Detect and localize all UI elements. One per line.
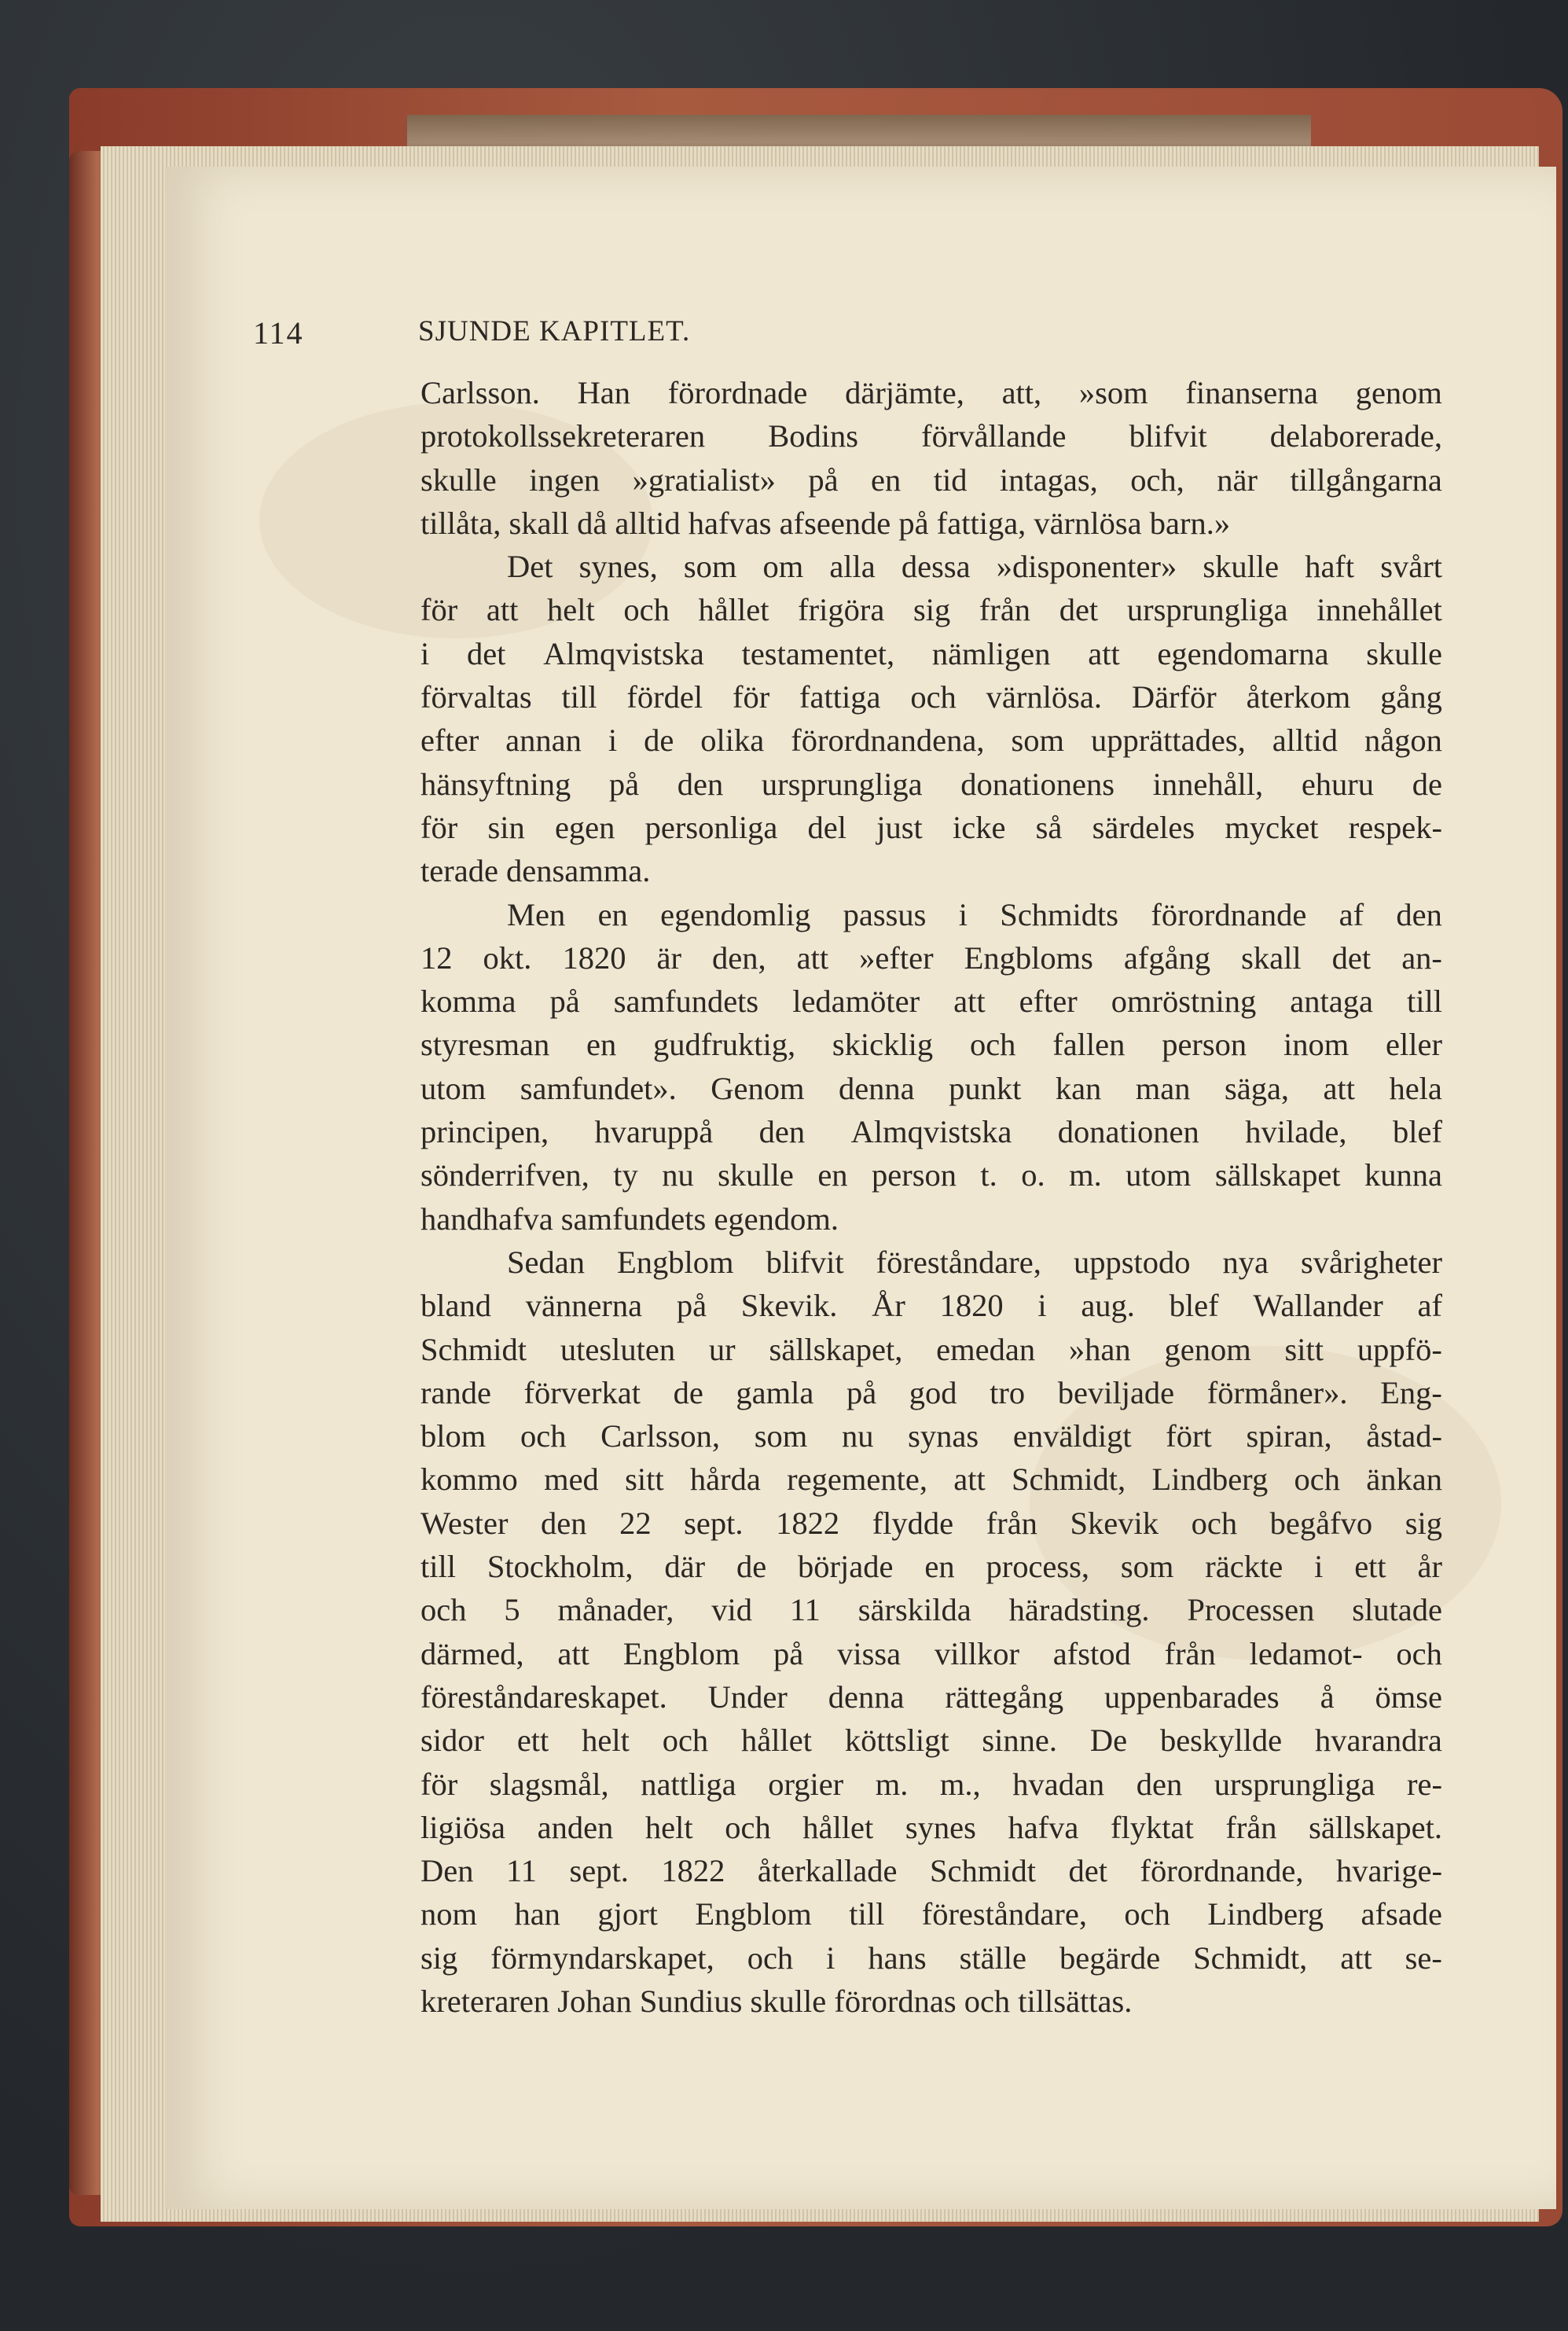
text-line: rande förverkat de gamla på god tro beviljade förmåner». Eng- bbox=[420, 1374, 1442, 1410]
text-line: i det Almqvistska testamentet, nämligen att egendomarna skulle bbox=[420, 635, 1442, 671]
text-line: Carlsson. Han förordnade därjämte, att, »som finanserna genom bbox=[420, 375, 1442, 410]
page-number: 114 bbox=[253, 315, 304, 351]
text-line: förvaltas till fördel för fattiga och värnlösa. Därför återkom gång bbox=[420, 679, 1442, 715]
text-line: för slagsmål, nattliga orgier m. m., hvadan den ursprungliga re- bbox=[420, 1766, 1442, 1802]
text-line: komma på samfundets ledamöter att efter omröstning antaga till bbox=[420, 984, 1442, 1020]
text-line: till Stockholm, där de började en process, som räckte i ett år bbox=[420, 1549, 1442, 1585]
page-header bbox=[253, 314, 1078, 354]
text-line: sig förmyndarskapet, och i hans ställe begärde Schmidt, att se- bbox=[420, 1939, 1442, 1976]
text-line: bland vännerna på Skevik. År 1820 i aug. blef Wallander af bbox=[420, 1288, 1442, 1324]
text-line: efter annan i de olika förordnandena, som upprättades, alltid någon bbox=[420, 722, 1442, 759]
text-line: sidor ett helt och hållet köttsligt sinne. De beskyllde hvarandra bbox=[420, 1723, 1442, 1759]
text-line: handhafva samfundets egendom. bbox=[420, 1200, 839, 1237]
text-line: kreteraren Johan Sundius skulle förordnas och tillsättas. bbox=[420, 1983, 1133, 2019]
text-line: ligiösa anden helt och hållet synes hafva flyktat från sällskapet. bbox=[420, 1809, 1442, 1845]
text-line: hänsyftning på den ursprungliga donationens innehåll, ehuru de bbox=[420, 766, 1442, 802]
text-line: Sedan Engblom blifvit föreståndare, uppstodo nya svårigheter bbox=[507, 1244, 1442, 1280]
text-line: terade densamma. bbox=[420, 853, 651, 889]
text-line: Den 11 sept. 1822 återkallade Schmidt det förordnande, hvarige- bbox=[420, 1853, 1442, 1889]
text-line: och 5 månader, vid 11 särskilda häradsting. Processen slutade bbox=[420, 1592, 1442, 1628]
text-line: Wester den 22 sept. 1822 flydde från Skevik och begåfvo sig bbox=[420, 1505, 1442, 1541]
text-line: Schmidt utesluten ur sällskapet, emedan »han genom sitt uppfö- bbox=[420, 1331, 1442, 1367]
running-title: SJUNDE KAPITLET. bbox=[418, 315, 691, 347]
text-line: nom han gjort Engblom till föreståndare, och Lindberg afsade bbox=[420, 1896, 1442, 1932]
text-line: Det synes, som om alla dessa »disponenter» skulle haft svårt bbox=[507, 549, 1442, 585]
text-line: principen, hvaruppå den Almqvistska donationen hvilade, blef bbox=[420, 1114, 1442, 1150]
text-line: sönderrifven, ty nu skulle en person t. o. m. utom sällskapet kunna bbox=[420, 1157, 1442, 1193]
text-line: för sin egen personliga del just icke så särdeles mycket respek- bbox=[420, 809, 1442, 845]
body-text bbox=[420, 371, 1442, 2023]
text-line: 12 okt. 1820 är den, att »efter Engbloms afgång skall det an- bbox=[420, 939, 1442, 976]
text-line: därmed, att Engblom på vissa villkor afstod från ledamot- och bbox=[420, 1635, 1442, 1671]
text-line: styresman en gudfruktig, skicklig och fallen person inom eller bbox=[420, 1027, 1442, 1063]
text-line: blom och Carlsson, som nu synas enväldigt fört spiran, åstad- bbox=[420, 1418, 1442, 1454]
text-line: utom samfundet». Genom denna punkt kan man säga, att hela bbox=[420, 1070, 1442, 1106]
text-line: Men en egendomlig passus i Schmidts förordnande af den bbox=[507, 896, 1442, 932]
text-line: tillåta, skall då alltid hafvas afseende på fattiga, värnlösa barn.» bbox=[420, 505, 1231, 541]
text-line: för att helt och hållet frigöra sig från det ursprungliga innehållet bbox=[420, 592, 1442, 628]
text-line: skulle ingen »gratialist» på en tid intagas, och, när tillgångarna bbox=[420, 461, 1442, 498]
text-line: föreståndareskapet. Under denna rättegång uppenbarades å ömse bbox=[420, 1678, 1442, 1715]
text-line: protokollssekreteraren Bodins förvållande blifvit delaborerade, bbox=[420, 418, 1442, 454]
text-line: kommo med sitt hårda regemente, att Schmidt, Lindberg och änkan bbox=[420, 1461, 1442, 1498]
